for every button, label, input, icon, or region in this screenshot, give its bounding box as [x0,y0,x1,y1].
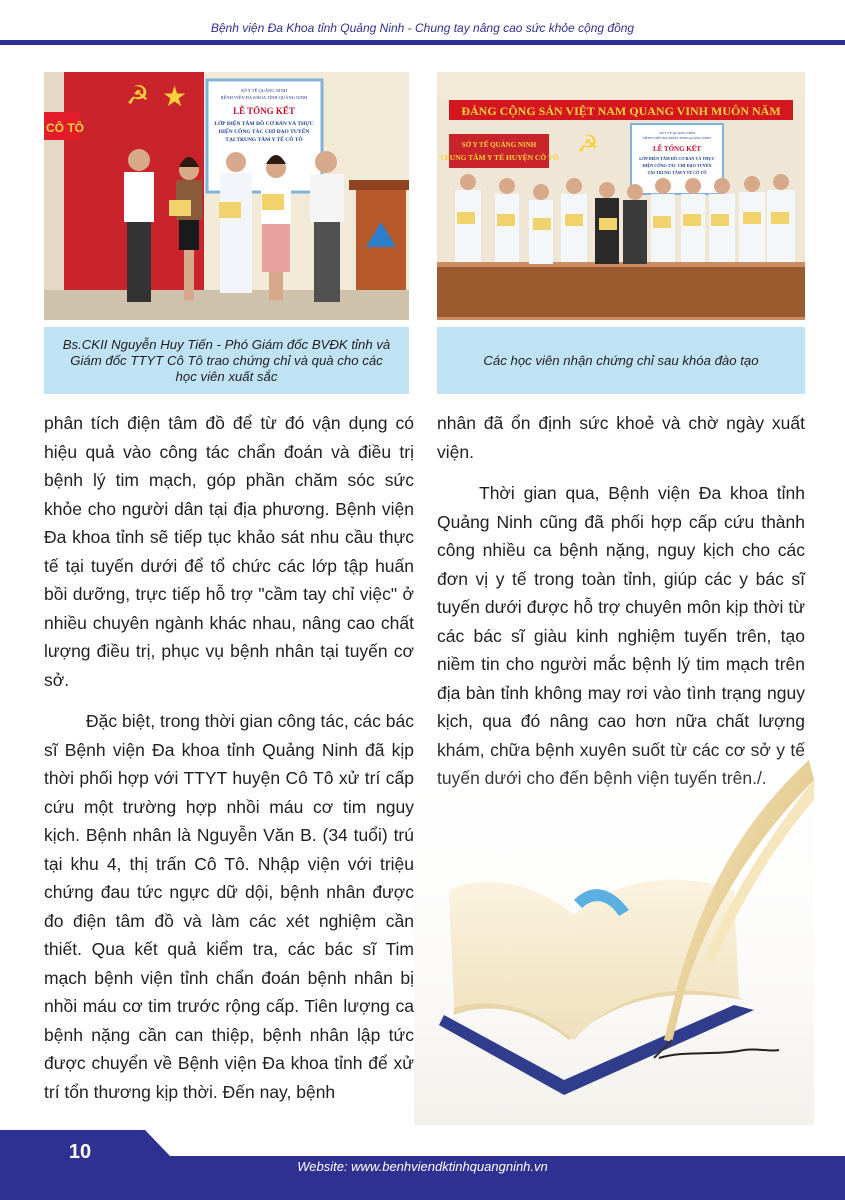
right-top-banner: ĐẢNG CỘNG SẢN VIỆT NAM QUANG VINH MUÔN NĂM [461,104,781,118]
text-line: công nhiều ca bệnh nặng, nguy kịch cho các [437,540,805,560]
svg-text:SỞ Y TẾ QUẢNG NINH: SỞ Y TẾ QUẢNG NINH [240,88,288,93]
text-line: huấn bồi dưỡng, trực tiếp hỗ trợ "cầm tay chỉ [44,555,414,604]
svg-text:☭: ☭ [577,130,599,158]
text-line: Quảng Ninh cũng đã phối hợp cấp cứu thành [437,511,805,532]
svg-text:HIỆN CÔNG TÁC CHỈ ĐẠO TUYẾN: HIỆN CÔNG TÁC CHỈ ĐẠO TUYẾN [642,163,712,168]
text-line: nguy kịch, qua đó nâng cao hơn nữa chất [437,682,805,731]
photo-caption-left: Bs.CKII Nguyễn Huy Tiến - Phó Giám đốc BVĐK tỉnh và Giám đốc TTYT Cô Tô trao chứng chỉ và quà cho các học viên xuất sắc [44,327,409,394]
text-line: niềm tin cho người mắc bệnh lý tim mạch trên [437,654,805,674]
running-header: Bệnh viện Đa Khoa tỉnh Quảng Ninh - Chung tay nâng cao sức khỏe cộng đồng [210,21,635,35]
text-line: tuyến cơ sở. [44,641,414,690]
svg-text:TẠI TRUNG TÂM Y TẾ CÔ TÔ: TẠI TRUNG TÂM Y TẾ CÔ TÔ [647,170,707,175]
text-line: phân tích điện tâm đồ để từ đó vận dụng có [44,413,414,433]
svg-text:LỄ TỔNG KẾT: LỄ TỔNG KẾT [233,106,295,116]
svg-text:TRUNG TÂM Y TẾ HUYỆN CÔ TÔ: TRUNG TÂM Y TẾ HUYỆN CÔ TÔ [439,153,559,162]
text-line: viện. [437,441,474,462]
text-line: hiệu quả vào công tác chẩn đoán và điều trị [44,441,414,462]
svg-text:LỚP ĐIỆN TÂM ĐỒ CƠ BẢN VÀ THỰC: LỚP ĐIỆN TÂM ĐỒ CƠ BẢN VÀ THỰC [214,121,314,127]
text-line: từ các bác sĩ giàu kinh nghiệm tuyến trên, tạo [437,597,805,646]
svg-text:LỚP ĐIỆN TÂM ĐỒ CƠ BẢN VÀ THỰC: LỚP ĐIỆN TÂM ĐỒ CƠ BẢN VÀ THỰC [639,156,715,161]
svg-text:TẠI TRUNG TÂM Y TẾ CÔ TÔ: TẠI TRUNG TÂM Y TẾ CÔ TÔ [225,137,303,143]
svg-text:★: ★ [162,80,188,113]
text-line: bác sĩ Bệnh viện Đa khoa tỉnh Quảng Ninh đã [44,711,414,760]
svg-text:BỆNH VIỆN ĐA KHOA TỈNH QUẢNG N: BỆNH VIỆN ĐA KHOA TỈNH QUẢNG NINH [220,95,308,100]
text-line: bệnh lý tim mạch, góp phần chăm sóc sức [44,470,414,490]
text-line: nguy kịch. Bệnh nhân là Nguyễn Văn B. (34 [44,796,414,845]
svg-text:SỞ Y TẾ QUẢNG NINH: SỞ Y TẾ QUẢNG NINH [659,131,695,135]
text-line: khỏe cho người dân tại địa phương. Bệnh [44,498,382,519]
paragraph-ecg-training [44,409,414,694]
paragraph-patient-stable [437,409,805,466]
text-line: nhồi máu cơ tim trước rộng cấp. Tiên lượng [44,996,396,1016]
paragraph-emergency-case [44,707,414,1106]
text-line: Đặc biệt, trong thời gian công tác, các [86,711,386,731]
svg-text:LỄ TỔNG KẾT: LỄ TỔNG KẾT [652,145,702,153]
text-line: lượng [758,711,805,731]
text-line: mạch bệnh viện tỉnh chẩn đoán bệnh nhân bị [44,967,414,988]
text-line: nhân đã ổn định sức khoẻ và chờ ngày xuất [437,413,805,433]
people-group-right [455,190,795,264]
svg-text:☭: ☭ [126,81,150,111]
text-line: để xử trí tổn thương kịp thời. Đến nay, bệnh [44,1053,415,1102]
text-line: cấp cứu một trường hợp nhồi máu cơ tim [44,768,414,817]
text-line: việc" ở nhiều chuyên ngành khác nhau, nâng [44,584,415,633]
svg-text:SỞ Y TẾ QUẢNG NINH: SỞ Y TẾ QUẢNG NINH [461,141,537,149]
page-number: 10 [68,1141,92,1163]
photo-caption-right: Các học viên nhận chứng chỉ sau khóa đào tạo [437,327,805,394]
text-line: tuyến dưới được hỗ trợ chuyên môn kịp thời [437,597,789,617]
photo-certificate-presentation [44,72,409,320]
header-bar [0,40,845,45]
svg-text:BỆNH VIỆN ĐA KHOA TỈNH QUẢNG N: BỆNH VIỆN ĐA KHOA TỈNH QUẢNG NINH [643,136,711,140]
side-banner-text: CÔ TÔ [46,121,84,135]
website-link[interactable]: Website: www.benhviendktinhquangninh.vn [297,1159,548,1174]
text-line: địa bàn tỉnh không may rơi vào tình trạng [437,682,768,703]
text-line: tức được chuyển về Bệnh viện Đa khoa tỉnh [44,1024,414,1073]
text-line: viện Đa khoa tỉnh sẽ tiếp tục khảo sát nhu cầu [44,498,414,547]
text-line: được đo điện tâm đồ và làm các xét nghiệm [44,882,414,931]
open-book-with-quill-icon [414,740,814,1130]
text-line: kịp thời phối hợp với TTYT huyện Cô Tô xử trí [44,739,414,788]
text-line: thực tế tại tuyến dưới để tổ chức các lớp tập [44,527,414,576]
text-line: đơn vị y tế trong toàn tỉnh, giúp các y bác sĩ [437,568,805,589]
svg-text:HIỆN CÔNG TÁC CHỈ ĐẠO TUYẾN: HIỆN CÔNG TÁC CHỈ ĐẠO TUYẾN [218,129,310,135]
text-line: triệu chứng đau tức ngực dữ dội, bệnh nhân [44,853,414,902]
text-line: cần thiết. Qua kết quả kiểm tra, các bác sĩ Tim [44,910,414,959]
article-column-left [44,409,414,1106]
photo-group-graduates [437,72,805,320]
article-column-right [437,409,805,793]
text-line: ca bệnh nặng cần can thiệp, bệnh nhân lập [44,996,414,1045]
text-line: tuổi) trú tại khu 4, thị trấn Cô Tô. Nhập viện với [44,825,414,874]
text-line: Thời gian qua, Bệnh viện Đa khoa tỉnh [479,483,805,503]
text-line: cao chất lượng điều trị, phục vụ bệnh nhân tại [44,612,414,661]
